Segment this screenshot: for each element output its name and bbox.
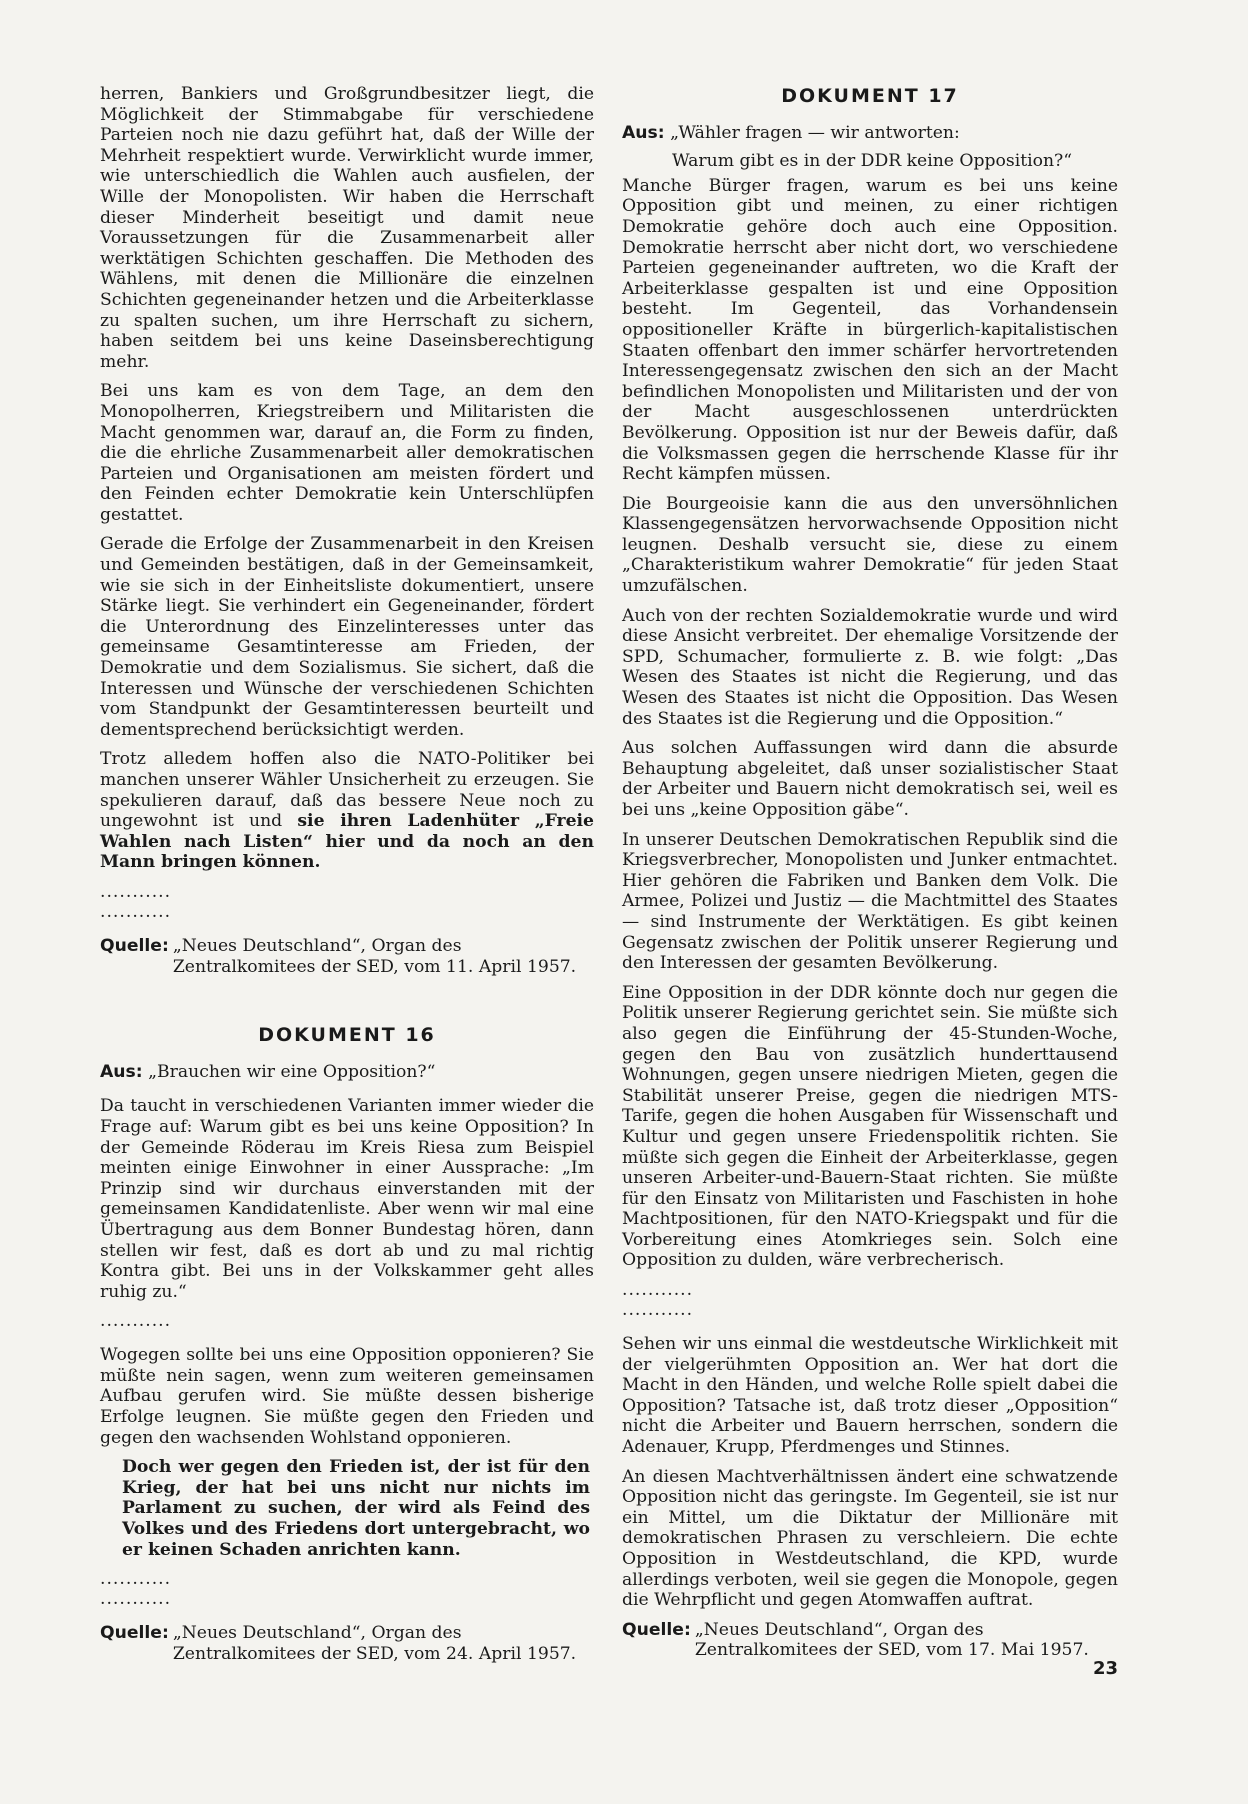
paragraph: Gerade die Erfolge der Zusammenarbeit in den Kreisen und Gemeinden bestätigen, daß in der Gemeinsamkeit, wie sie sich in der Einheitsliste dokumentiert, unsere Stärke liegt. Sie verhindert ein Gegeneinander, fördert die Unterordnung des Einzelinteresses unter das gemeinsame Gesamtinteresse am Frieden, der Demokratie und dem Sozialismus. Sie sichert, daß die Interessen und Wünsche der verschiedenen Schichten vom Standpunkt der Gesamtinteressen beurteilt und dementsprechend berücksichtigt werden. xyxy=(100,534,594,740)
excerpt-subtitle: Warum gibt es in der DDR keine Opposition?“ xyxy=(672,151,1073,172)
page-number: 23 xyxy=(1092,1658,1118,1679)
ellipsis: ........... xyxy=(100,1589,172,1610)
ellipsis: ........... xyxy=(100,1569,172,1590)
paragraph: herren, Bankiers und Großgrundbesitzer liegt, die Möglichkeit der Stimmabgabe für verschiedene Parteien noch nie dazu geführt hat, daß der Wille der Mehrheit respektiert wurde. Verwirklicht wurde immer, wie unterschiedlich die Wahlen auch ausfielen, der Wille der Monopolisten. Wir haben die Herrschaft dieser Minderheit beseitigt und damit neue Voraussetzungen für die Zusammenarbeit aller werktätigen Schichten geschaffen. Die Methoden des Wählens, mit denen die Millionäre die einzelnen Schichten gegeneinander hetzen und die Arbeiterklasse zu spalten suchen, um ihre Herrschaft zu sichern, haben seitdem bei uns keine Daseinsberechtigung mehr. xyxy=(100,84,594,372)
source-citation xyxy=(100,936,594,977)
source-citation xyxy=(100,1623,594,1664)
emphasized-text: sie ihren Ladenhüter „Freie Wahlen nach Listen“ hier und da noch an den Mann bringen können. xyxy=(100,811,594,873)
document-heading: DOKUMENT 16 xyxy=(258,1024,436,1047)
paragraph: Sehen wir uns einmal die westdeutsche Wirklichkeit mit der vielgerühmten Opposition an. Wer hat dort die Macht in den Händen, und welche Rolle spielt dabei die Opposition? Tatsache ist, daß trotz dieser „Opposition“ nicht die Arbeiter und Bauern herrschen, sondern die Adenauer, Krupp, Pferdmenges und Stinnes. xyxy=(622,1334,1118,1458)
paragraph: Manche Bürger fragen, warum es bei uns keine Opposition gibt und meinen, zu einer richtigen Demokratie gehöre doch auch eine Opposition. Demokratie herrscht aber nicht dort, wo verschiedene Parteien gegeneinander auftreten, wo die Kraft der Arbeiterklasse gespalten ist und eine Opposition besteht. Im Gegenteil, das Vorhandensein oppositioneller Kräfte in bürgerlich-kapitalistischen Staaten offenbart den immer schärfer hervortretenden Interessengegensatz zwischen den sich an der Macht befindlichen Monopolisten und Militaristen und der von der Macht ausgeschlossenen unterdrückten Bevölkerung. Opposition ist nur der Beweis dafür, daß die Volksmassen gegen die herrschende Klasse für ihr Recht kämpfen müssen. xyxy=(622,175,1118,485)
paragraph: Eine Opposition in der DDR könnte doch nur gegen die Politik unserer Regierung gerichtet sein. Sie müßte sich also gegen die Einführung der 45-Stunden-Woche, gegen den Bau von zusätzlich hunderttausend Wohnungen, gegen unsere niedrigen Mieten, gegen die Stabilität unserer Preise, gegen die niedrigen MTS-Tarife, gegen die hohen Ausgaben für Wissenschaft und Kultur und gegen unsere Friedenspolitik richten. Sie müßte sich gegen die Einheit der Arbeiterklasse, gegen unseren Arbeiter-und-Bauern-Staat richten. Sie müßte für den Einsatz von Militaristen und Faschisten in hohe Machtpositionen, für den NATO-Kriegspakt und für die Vorbereitung eines Atomkrieges sein. Solch eine Opposition zu dulden, wäre verbrecherisch. xyxy=(622,982,1118,1271)
paragraph: Aus solchen Auffassungen wird dann die absurde Behauptung abgeleitet, daß unser sozialistischer Staat der Arbeiter und Bauern nicht demokratisch sei, weil es bei uns „keine Opposition gäbe“. xyxy=(622,738,1118,820)
ellipsis: ........... xyxy=(622,1280,694,1301)
source-label: Quelle: xyxy=(622,1619,691,1640)
source-text: „Neues Deutschland“, Organ des Zentralkomitees der SED, vom 17. Mai 1957. xyxy=(694,1619,1089,1661)
ellipsis: ........... xyxy=(100,901,172,922)
paragraph: Da taucht in verschiedenen Varianten immer wieder die Frage auf: Warum gibt es bei uns keine Opposition? In der Gemeinde Röderau im Kreis Riesa zum Beispiel meinten einige Einwohner in einer Aussprache: „Im Prinzip sind wir durchaus einverstanden mit der gemeinsamen Kandidatenliste. Aber wenn wir mal eine Übertragung aus dem Bonner Bundestag hören, dann stellen wir fest, daß es dort ab und zu mal richtig Kontra gibt. Bei uns in der Volkskammer geht alles ruhig zu.“ xyxy=(100,1096,594,1302)
paragraph xyxy=(100,749,594,873)
source-label: Quelle: xyxy=(100,1623,169,1644)
emphasized-paragraph: Doch wer gegen den Frieden ist, der ist für den Krieg, der hat bei uns nicht nur nichts im Parlament zu suchen, der wird als Feind des Volkes und des Friedens dort untergebracht, wo er keinen Schaden anrichten kann. xyxy=(122,1457,590,1560)
excerpt-title: „Wähler fragen — wir antworten: xyxy=(670,122,960,143)
spacer xyxy=(100,977,594,1025)
excerpt-label: Aus: xyxy=(622,122,665,143)
paragraph: An diesen Machtverhältnissen ändert eine schwatzende Opposition nicht das geringste. Im Gegenteil, sie ist nur ein Mittel, um die Diktatur der Millionäre mit demokratischen Phrasen zu verschleiern. Die echte Opposition in Westdeutschland, die KPD, wurde allerdings verboten, weil sie gegen die Monopole, gegen die Wehrpflicht und gegen Atomwaffen auftrat. xyxy=(622,1466,1118,1611)
excerpt-label: Aus: xyxy=(100,1061,143,1082)
ellipsis-block xyxy=(100,882,594,922)
right-column xyxy=(622,86,1118,1661)
paragraph: In unserer Deutschen Demokratischen Republik sind die Kriegsverbrecher, Monopolisten und Junker entmachtet. Hier gehören die Fabriken und Banken dem Volk. Die Armee, Polizei und Justiz — die Machtmittel des Staates — sind Instrumente der Werktätigen. Es gibt keinen Gegensatz zwischen der Politik unserer Regierung und den Interessen der gesamten Bevölkerung. xyxy=(622,829,1118,974)
excerpt-source xyxy=(100,1062,594,1083)
ellipsis: ........... xyxy=(622,1300,694,1321)
source-text: „Neues Deutschland“, Organ des Zentralkomitees der SED, vom 11. April 1957. xyxy=(172,935,577,977)
paragraph: Wogegen sollte bei uns eine Opposition opponieren? Sie müßte nein sagen, wenn zum weiteren gemeinsamen Aufbau gerufen wird. Sie müßte dessen bisherige Erfolge leugnen. Sie müßte gegen den Frieden und gegen den wachsenden Wohlstand opponieren. xyxy=(100,1345,594,1448)
ellipsis-block xyxy=(100,1311,594,1331)
ellipsis-block xyxy=(100,1569,594,1609)
excerpt-source xyxy=(622,123,1118,144)
paragraph-text: Trotz alledem hoffen also die NATO-Politiker bei manchen unserer Wähler Unsicherheit zu erzeugen. Sie spekulieren darauf, daß das bessere Neue noch zu ungewohnt ist und xyxy=(100,749,594,832)
paragraph: Die Bourgeoisie kann die aus den unversöhnlichen Klassengegensätzen hervorwachsende Opposition nicht leugnen. Deshalb versucht sie, diese zu einem „Charakteristikum wahrer Demokratie“ für jeden Staat umzufälschen. xyxy=(622,493,1118,597)
paragraph: Auch von der rechten Sozialdemokratie wurde und wird diese Ansicht verbreitet. Der ehemalige Vorsitzende der SPD, Schumacher, formulierte z. B. wie folgt: „Das Wesen des Staates ist nicht die Regierung, und das Wesen des Staates ist nicht die Opposition. Das Wesen des Staates ist die Regierung und die Opposition.“ xyxy=(622,605,1118,729)
source-text: „Neues Deutschland“, Organ des Zentralkomitees der SED, vom 24. April 1957. xyxy=(172,1623,577,1664)
ellipsis: ........... xyxy=(100,1311,172,1332)
excerpt-title: „Brauchen wir eine Opposition?“ xyxy=(148,1061,436,1082)
ellipsis-block xyxy=(622,1280,1118,1320)
source-citation xyxy=(622,1620,1118,1661)
paragraph: Bei uns kam es von dem Tage, an dem den Monopolherren, Kriegstreibern und Militaristen die Macht genommen war, darauf an, die Form zu finden, die die ehrliche Zusammenarbeit aller demokratischen Parteien und Organisationen am meisten fördert und den Feinden echter Demokratie kein Unterschlüpfen gestattet. xyxy=(100,381,594,525)
ellipsis: ........... xyxy=(100,881,172,902)
left-column xyxy=(100,84,594,1664)
source-label: Quelle: xyxy=(100,935,169,956)
document-heading: DOKUMENT 17 xyxy=(781,85,959,107)
